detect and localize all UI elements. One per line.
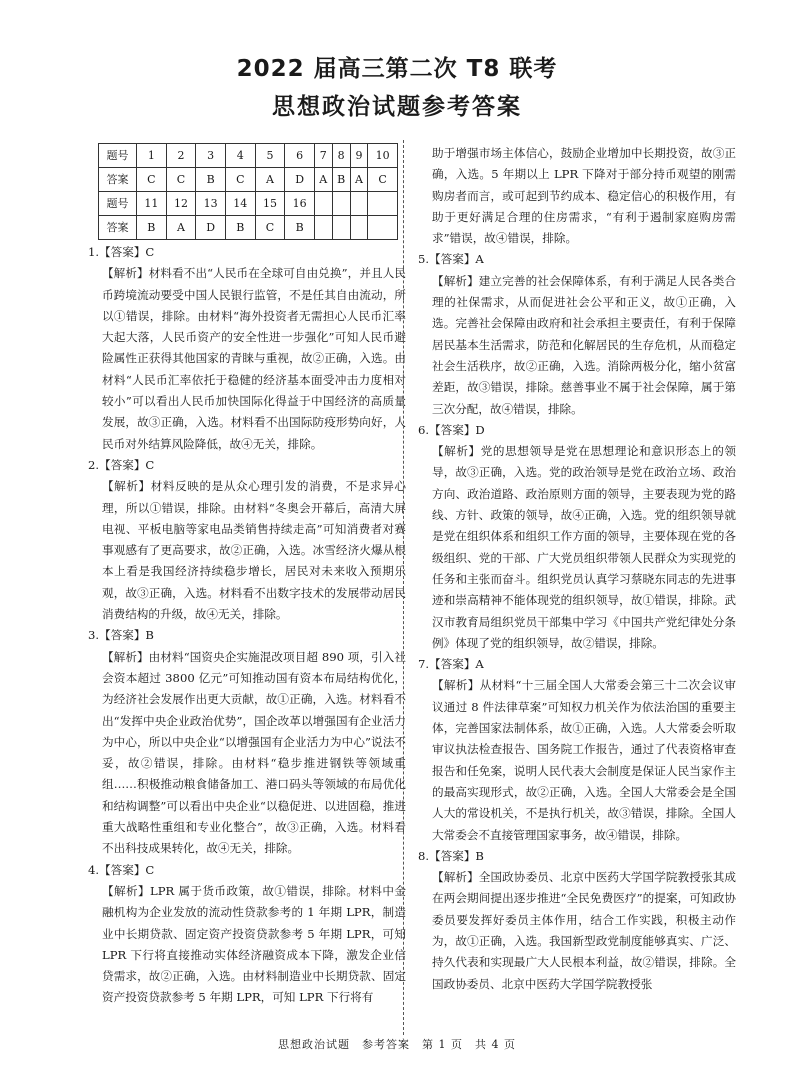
answer-table-cell: A bbox=[255, 168, 285, 192]
answer-explanation: 【解析】建立完善的社会保障体系，有利于满足人民各类合理的社保需求，从而促进社会公平和正义，故①正确，入选。完善社会保障由政府和社会承担主要责任，有利于保障居民基本生活需求，防范和化解居民的生存危机，从而稳定社会生活秩序，故②正确，入选。消除两极分化，缩小贫富差距，故③错误，排除。慈善事业不属于社会保障，属于第三次分配，故④错误，排除。 bbox=[432, 273, 736, 416]
answer-table-row bbox=[99, 216, 398, 240]
answer-table-cell: 11 bbox=[137, 192, 167, 216]
answer-table-cell: 7 bbox=[314, 144, 332, 168]
answer-table-cell: 4 bbox=[225, 144, 255, 168]
answer-table-cell: 3 bbox=[196, 144, 226, 168]
answer-table-cell: 9 bbox=[350, 144, 368, 168]
answer-table-cell: 1 bbox=[137, 144, 167, 168]
answer-table-row-label: 题号 bbox=[99, 192, 137, 216]
answer-table-row bbox=[99, 144, 398, 168]
answer-table-cell: B bbox=[137, 216, 167, 240]
answer-heading: 7.【答案】A bbox=[418, 657, 484, 672]
question-item bbox=[88, 242, 406, 455]
answer-explanation: 【解析】LPR 属于货币政策，故①错误，排除。材料中金融机构为企业发放的流动性贷款参考的 1 年期 LPR，制造业中长期贷款、固定资产投资贷款参考 5 年期 LPR，可知 LPR 下行将直接推动实体经济融资成本下降，激发企业信贷需求，故②正确，入选。由材料制造业中长期贷款、固定资产投资贷款参考 5 年期 LPR，可知 LPR 下行将有 bbox=[102, 883, 406, 1005]
question-item bbox=[88, 860, 406, 1009]
answer-explanation: 【解析】党的思想领导是党在思想理论和意识形态上的领导，故③正确，入选。党的政治领导是党在政治立场、政治方向、政治道路、政治原则方面的领导，主要表现为党的路线、方针、政策的领导，故④正确，入选。党的组织领导就是党在组织体系和组织工作方面的领导，主要体现在党的各级组织、党的干部、广大党员组织带领人民群众为实现党的任务和主张而奋斗。组织党员认真学习蔡晓东同志的先进事迹和崇高精神不能体现党的组织领导，故①错误，排除。武汉市教育局组织党员干部集中学习《中国共产党纪律处分条例》体现了党的组织领导，故②错误，排除。 bbox=[432, 444, 736, 650]
question-item bbox=[88, 455, 406, 625]
answer-table-cell bbox=[368, 216, 398, 240]
question-item bbox=[418, 654, 736, 846]
answer-table-cell: C bbox=[368, 168, 398, 192]
answer-table-cell: A bbox=[350, 168, 368, 192]
left-column bbox=[88, 143, 406, 1009]
page-subtitle: 思想政治试题参考答案 bbox=[272, 94, 522, 120]
page-title: 2022 届高三第二次 T8 联考 bbox=[236, 56, 558, 82]
answer-table-cell: A bbox=[314, 168, 332, 192]
answer-explanation: 【解析】由材料“国资央企实施混改项目超 890 项，引入社会资本超过 3800 亿元”可知推动国有资本布局结构优化，为经济社会发展作出更大贡献，故①正确，入选。材料看不出“发挥中央企业政治优势”，国企改革以增强国有企业活力为中心，所以中央企业“以增强国有企业活力为中心”说法不妥，故②错误，排除。由材料“稳步推进钢铁等领域重组……积极推动粮食储备加工、港口码头等领域的布局优化和结构调整”可以看出中央企业“以稳促进、以进固稳，推进重大战略性重组和专业化整合”，故③正确，入选。材料看不出科技成果转化，故④无关，排除。 bbox=[102, 649, 406, 856]
answer-table-cell bbox=[314, 192, 332, 216]
continued-explanation: 助于增强市场主体信心，鼓励企业增加中长期投资，故③正确，入选。5 年期以上 LPR 下降对于部分持币观望的刚需购房者而言，或可起到节约成本、稳定信心的积极作用，有助于更好满足合理的住房需求，“有利于遏制家庭购房需求”错误，故④错误，排除。 bbox=[432, 146, 736, 246]
answer-table-cell: 13 bbox=[196, 192, 226, 216]
answer-table-row bbox=[99, 192, 398, 216]
answer-table-row-label: 答案 bbox=[99, 216, 137, 240]
answer-table-cell bbox=[332, 216, 350, 240]
answer-table-row-label: 题号 bbox=[99, 144, 137, 168]
question-item bbox=[418, 249, 736, 419]
answer-heading: 8.【答案】B bbox=[418, 848, 484, 863]
answer-heading: 6.【答案】D bbox=[418, 422, 485, 437]
answer-explanation: 【解析】材料看不出“人民币在全球可自由兑换”，并且人民币跨境流动要受中国人民银行监管，不是任其自由流动，所以①错误，排除。由材料“海外投资者无需担心人民币汇率大起大落，人民币资产的安全性进一步强化”可知人民币避险属性正获得其他国家的青睐与重视，故②正确，入选。由材料“人民币汇率依托于稳健的经济基本面受冲击力度相对较小”可以看出人民币加快国际化得益于中国经济的高质量发展，故③正确，入选。材料看不出国际防疫形势向好，人民币对外结算风险降低，故④无关，排除。 bbox=[102, 266, 406, 451]
question-item bbox=[88, 625, 406, 859]
answer-table-cell: B bbox=[285, 216, 315, 240]
answer-table-cell: A bbox=[166, 216, 196, 240]
answer-table-cell bbox=[350, 216, 368, 240]
answer-table-cell: 12 bbox=[166, 192, 196, 216]
answer-table-cell bbox=[350, 192, 368, 216]
answer-table-row-label: 答案 bbox=[99, 168, 137, 192]
answer-table-cell: C bbox=[255, 216, 285, 240]
answer-table-cell: B bbox=[196, 168, 226, 192]
answer-heading: 5.【答案】A bbox=[418, 252, 484, 267]
answer-explanation: 【解析】全国政协委员、北京中医药大学国学院教授张其成在两会期间提出逐步推进“全民免费医疗”的提案，可知政协委员要发挥好委员主体作用，结合工作实践，积极主动作为，故①正确，入选。我国新型政党制度能够真实、广泛、持久代表和实现最广大人民根本利益，故②错误，排除。全国政协委员、北京中医药大学国学院教授张 bbox=[432, 870, 736, 991]
answer-table-cell: 8 bbox=[332, 144, 350, 168]
answer-table-cell bbox=[368, 192, 398, 216]
question-item bbox=[418, 846, 736, 995]
answer-table-cell: B bbox=[225, 216, 255, 240]
answer-table-cell: 2 bbox=[166, 144, 196, 168]
answer-heading: 4.【答案】C bbox=[88, 862, 155, 877]
answer-explanation: 【解析】材料反映的是从众心理引发的消费，不是求异心理，所以①错误，排除。由材料“冬奥会开幕后，高清大屏电视、平板电脑等家电品类销售持续走高”可知消费者对赛事观感有了更高要求，故②正确，入选。冰雪经济火爆从根本上看是我国经济持续稳步增长，居民对未来收入预期乐观，故③正确，入选。材料看不出数字技术的发展带动居民消费结构的升级，故④无关，排除。 bbox=[102, 479, 406, 622]
answer-table-cell: C bbox=[166, 168, 196, 192]
answer-table-cell: C bbox=[225, 168, 255, 192]
page-footer: 思想政治试题 参考答案 第 1 页 共 4 页 bbox=[278, 1038, 516, 1051]
answer-table-cell: 14 bbox=[225, 192, 255, 216]
answer-table-cell: 15 bbox=[255, 192, 285, 216]
answer-table-cell: C bbox=[137, 168, 167, 192]
answer-table-cell bbox=[332, 192, 350, 216]
answer-explanation: 【解析】从材料“十三届全国人大常委会第三十二次会议审议通过 8 件法律草案”可知权力机关作为依法治国的重要主体，完善国家法制体系，故①正确，入选。人大常委会听取审议执法检查报告、国务院工作报告，通过了代表资格审查报告和任免案，说明人民代表大会制度是保证人民当家作主的最高实现形式，故②正确，入选。全国人大常委会是全国人大的常设机关，不是执行机关，故③错误，排除。全国人大常委会不直接管理国家事务，故④错误，排除。 bbox=[432, 678, 736, 842]
answer-table-cell bbox=[314, 216, 332, 240]
answer-table-cell: 5 bbox=[255, 144, 285, 168]
answer-table-row bbox=[99, 168, 398, 192]
right-column bbox=[418, 143, 736, 995]
answer-table-cell: B bbox=[332, 168, 350, 192]
answer-heading: 3.【答案】B bbox=[88, 628, 154, 643]
question-item bbox=[418, 420, 736, 654]
answer-table bbox=[98, 143, 398, 240]
answer-table-cell: D bbox=[285, 168, 315, 192]
answer-table-cell: 6 bbox=[285, 144, 315, 168]
answer-table-cell: 16 bbox=[285, 192, 315, 216]
answer-table-cell: D bbox=[196, 216, 226, 240]
answer-heading: 2.【答案】C bbox=[88, 457, 155, 472]
answer-table-cell: 10 bbox=[368, 144, 398, 168]
column-divider bbox=[403, 140, 404, 1035]
answer-heading: 1.【答案】C bbox=[88, 245, 155, 259]
